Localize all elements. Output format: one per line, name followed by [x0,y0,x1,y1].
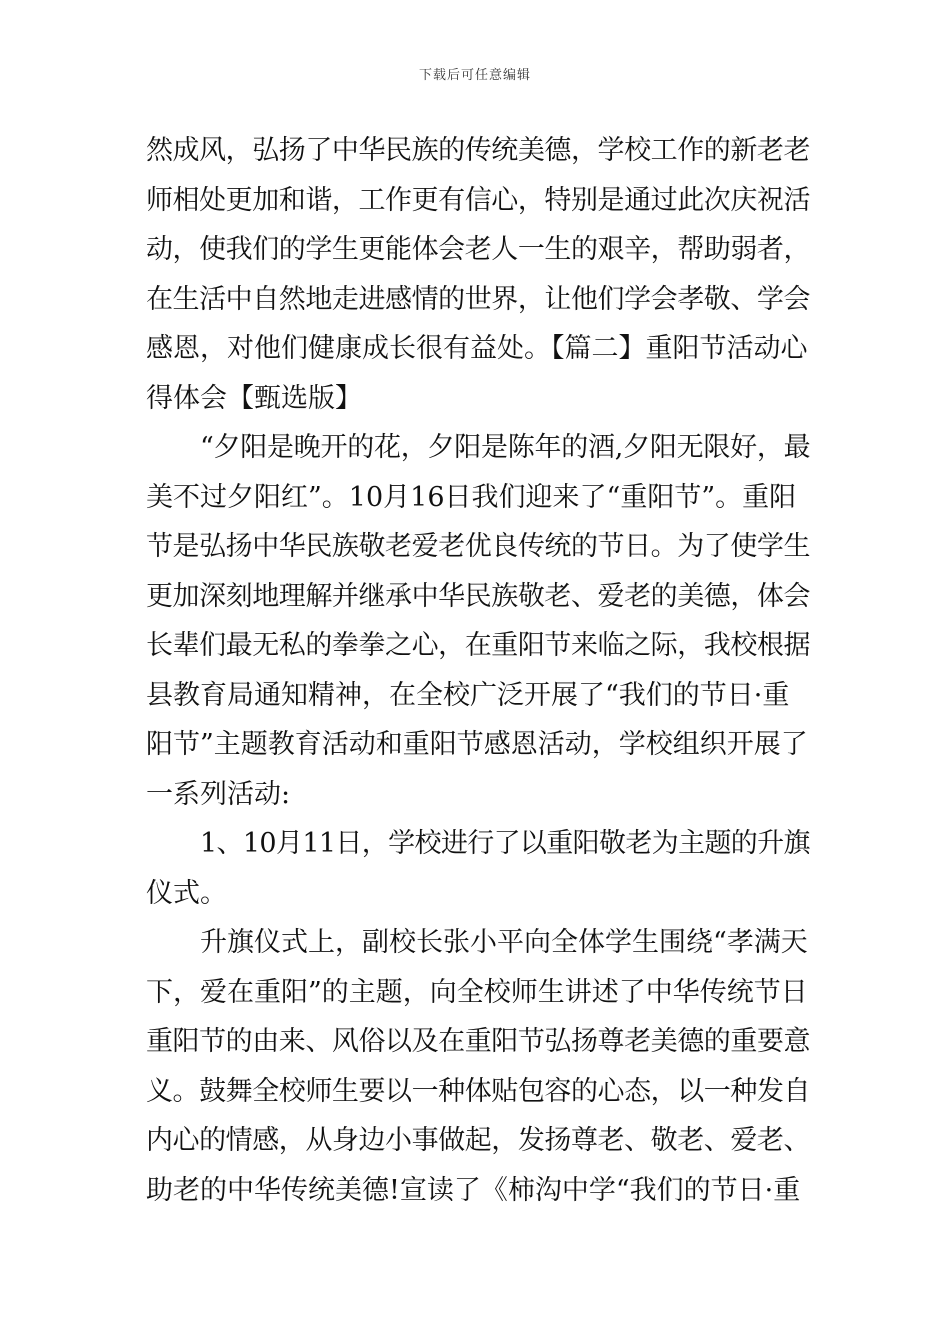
text-line: 长辈们最无私的拳拳之心，在重阳节来临之际，我校根据 [146,630,810,661]
text-line: 更加深刻地理解并继承中华民族敬老、爱老的美德，体会 [146,580,810,612]
text-line: 师相处更加和谐，工作更有信心，特别是通过此次庆祝活 [146,184,810,216]
text-line: 然成风，弘扬了中华民族的传统美德，学校工作的新老老 [146,135,810,166]
text-line: 阳节”主题教育活动和重阳节感恩活动，学校组织开展了 [146,729,808,760]
text-line: 感恩，对他们健康成长很有益处。【篇二】重阳节活动心 [146,333,808,364]
text-line: 在生活中自然地走进感情的世界，让他们学会孝敬、学会 [146,283,810,315]
text-line: 美不过夕阳红”。10月16日我们迎来了“重阳节”。重阳 [146,481,797,513]
text-line: 1、10月11日，学校进行了以重阳敬老为主题的升旗 [200,828,810,859]
text-line: 节是弘扬中华民族敬老爱老优良传统的节日。为了使学生 [146,531,810,562]
page-header: 下载后可任意编辑 [418,68,531,83]
text-line: 下，爱在重阳”的主题，向全校师生讲述了中华传统节日 [146,976,808,1008]
text-line: 义。鼓舞全校师生要以一种体贴包容的心态，以一种发自 [146,1075,810,1107]
document-body [146,126,810,1215]
text-line: 升旗仪式上，副校长张小平向全体学生围绕“孝满天 [200,927,808,958]
text-line: “夕阳是晚开的花，夕阳是陈年的酒,夕阳无限好，最 [200,432,811,463]
text-line: 县教育局通知精神，在全校广泛开展了“我们的节日·重 [146,679,790,711]
text-line: 重阳节的由来、风俗以及在重阳节弘扬尊老美德的重要意 [146,1026,810,1057]
text-line: 一系列活动: [146,778,291,810]
text-line: 内心的情感，从身边小事做起，发扬尊老、敬老、爱老、 [146,1125,810,1156]
text-line: 动，使我们的学生更能体会老人一生的艰辛，帮助弱者， [146,234,810,265]
text-line: 仪式。 [146,877,227,909]
text-line: 得体会【甄选版】 [146,382,362,414]
text-line: 助老的中华传统美德!宣读了《柿沟中学“我们的节日·重 [146,1174,801,1206]
